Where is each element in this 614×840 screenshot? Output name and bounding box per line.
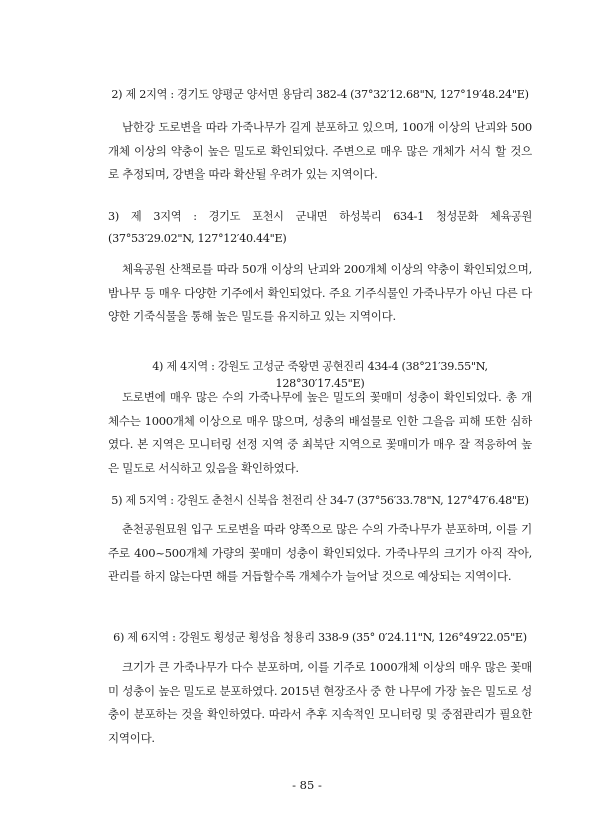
section-heading: 2) 제 2지역 : 경기도 양평군 양서면 용담리 382-4 (37°32′12.68"N, 127°19′48.24"E)	[111, 88, 529, 101]
section-heading: 6) 제 6지역 : 강원도 횡성군 횡성읍 청용리 338-9 (35° 0′24.11"N, 126°49′22.05"E)	[113, 631, 527, 644]
section-5-heading-block	[108, 492, 532, 509]
section-paragraph: 체육공원 산책로를 따라 50개 이상의 난괴와 200개체 이상의 약충이 확인되었으며, 밤나무 등 매우 다양한 기주에서 확인되었다. 주요 기주식물인 가죽나무가 아닌 다른 다양한 기죽식물을 통해 높은 밀도를 유지하고 있는 지역이다.	[108, 262, 532, 324]
section-paragraph: 도로변에 매우 많은 수의 가죽나무에 높은 밀도의 꽃매미 성충이 확인되었다. 총 개체수는 1000개체 이상으로 매우 많으며, 성충의 배설물로 인한 그을음 피해 또한 심하였다. 본 지역은 모니터링 선정 지역 중 최북단 지역으로 꽃매미가 매우 잘 적응하여 높은 밀도로 서식하고 있음을 확인하였다.	[108, 390, 532, 475]
section-heading: 3) 제 3지역 : 경기도 포천시 군내면 하성북리 634-1 청성문화 체육공원 (37°53′29.02"N, 127°12′40.44"E)	[108, 210, 536, 245]
section-heading: 5) 제 5지역 : 강원도 춘천시 신북읍 천전리 산 34-7 (37°56′33.78"N, 127°47′6.48"E)	[111, 494, 529, 507]
section-paragraph: 크기가 큰 가죽나무가 다수 분포하며, 이를 기주로 1000개체 이상의 매우 많은 꽃매미 성충이 높은 밀도로 분포하였다. 2015년 현장조사 중 한 나무에 가장 높은 밀도로 성충이 분포하는 것을 확인하였다. 따라서 추후 지속적인 모니터링 및 중점관리가 필요한 지역이다.	[108, 660, 532, 745]
section-6-heading-block	[108, 629, 532, 646]
section-3-heading-block	[108, 206, 536, 250]
section-2-heading-block	[108, 86, 532, 103]
section-heading: 4) 제 4지역 : 강원도 고성군 죽왕면 공현진리 434-4 (38°21′39.55"N, 128°30′17.45"E)	[152, 360, 492, 390]
section-paragraph: 춘천공원묘원 입구 도로변을 따라 양쪽으로 많은 수의 가죽나무가 분포하며, 이를 기주로 400~500개체 가량의 꽃매미 성충이 확인되었다. 가죽나무의 크기가 아직 작아, 관리를 하지 않는다면 해를 거듭할수록 개체수가 늘어날 것으로 예상되는 지역이다.	[108, 522, 532, 584]
page-number: - 85 -	[292, 778, 322, 792]
section-paragraph: 남한강 도로변을 따라 가죽나무가 길게 분포하고 있으며, 100개 이상의 난괴와 500개체 이상의 약충이 높은 밀도로 확인되었다. 주변으로 매우 많은 개체가 서식 할 것으로 추정되며, 강변을 따라 확산될 우려가 있는 지역이다.	[108, 120, 532, 182]
